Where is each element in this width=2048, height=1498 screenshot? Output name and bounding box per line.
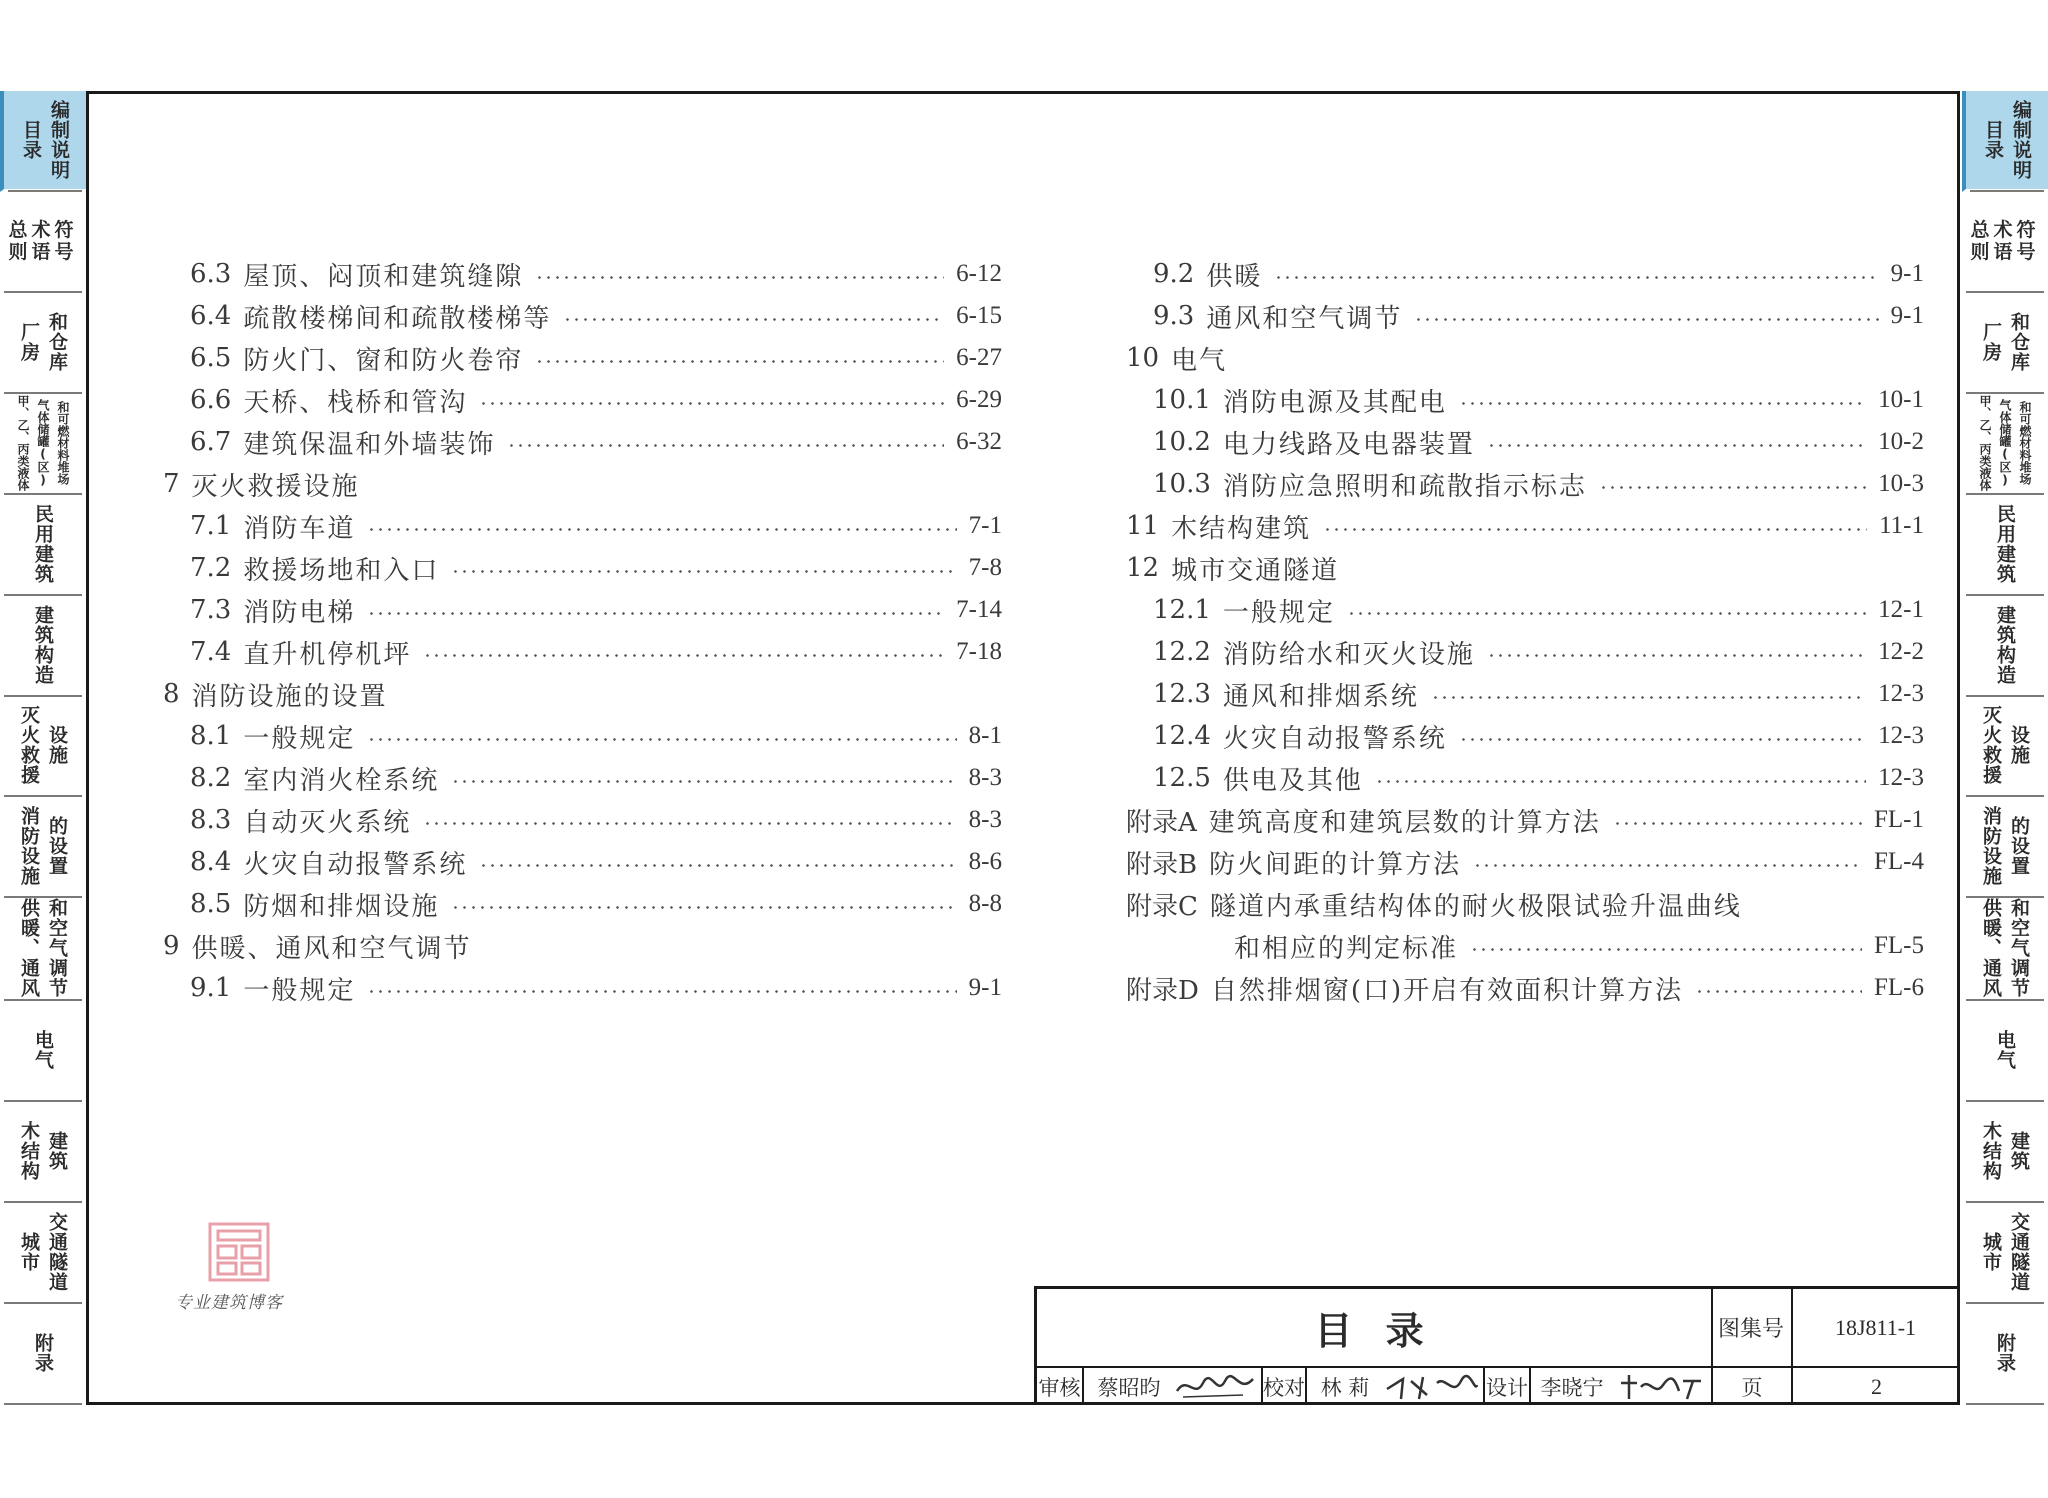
toc-entry-label: 通风和排烟系统 — [1222, 681, 1419, 712]
toc-entry-number: 10 — [1126, 343, 1160, 373]
toc-entry[interactable] — [1153, 674, 1924, 714]
toc-entry-page: 8-3 — [968, 806, 1002, 833]
toc-entry[interactable] — [1153, 254, 1924, 294]
toc-leader-dots — [1470, 948, 1862, 951]
toc-entry[interactable] — [190, 422, 1002, 462]
toc-entry-number: 7 — [163, 469, 180, 499]
checker-signature-icon — [1383, 1371, 1481, 1403]
left-tab-8[interactable] — [0, 898, 86, 1001]
tab-label: 甲、乙、丙类液体 — [1978, 394, 1992, 491]
toc-entry-label: 隧道内承重结构体的耐火极限试验升温曲线 — [1209, 891, 1742, 922]
toc-entry-page: 6-12 — [956, 260, 1002, 287]
toc-entry-number: 12.4 — [1153, 721, 1211, 751]
toc-entry-label: 通风和空气调节 — [1206, 303, 1403, 334]
tab-label: 电气 — [1994, 1030, 2016, 1071]
toc-entry-label: 直升机停机坪 — [243, 639, 412, 670]
toc-entry-page: 6-27 — [956, 344, 1002, 371]
tab-label: 木结构 — [18, 1121, 40, 1182]
toc-leader-dots — [451, 780, 956, 783]
toc-leader-dots — [451, 570, 956, 573]
left-tab-4[interactable] — [0, 495, 86, 596]
tab-label: 建筑 — [46, 1131, 68, 1172]
toc-entry[interactable] — [190, 884, 1002, 924]
toc-entry-label: 供电及其他 — [1222, 765, 1363, 796]
right-tab-10[interactable] — [1962, 1102, 2048, 1203]
toc-entry[interactable] — [163, 926, 1002, 966]
toc-entry-label: 消防设施的设置 — [191, 681, 388, 712]
toc-entry-page: 10-2 — [1878, 428, 1924, 455]
toc-entry-page: FL-6 — [1874, 974, 1924, 1001]
right-tab-6[interactable] — [1962, 697, 2048, 798]
toc-entry-page: FL-1 — [1874, 806, 1924, 833]
tab-label: 则语号 — [1970, 240, 2040, 263]
toc-entry-label: 和相应的判定标准 — [1234, 933, 1459, 964]
toc-entry[interactable] — [190, 506, 1002, 546]
toc-entry[interactable] — [190, 380, 1002, 420]
toc-entry[interactable] — [190, 968, 1002, 1008]
tab-label: 甲、乙、丙类液体 — [16, 394, 30, 491]
page-number: 2 — [1871, 1373, 1882, 1399]
toc-entry-number: 8.2 — [190, 763, 232, 793]
toc-leader-dots — [1613, 822, 1862, 825]
toc-entry-label: 消防电梯 — [243, 597, 356, 628]
toc-entry-page: 7-8 — [968, 554, 1002, 581]
toc-entry-label: 一般规定 — [1222, 597, 1335, 628]
toc-leader-dots — [1323, 528, 1867, 531]
toc-entry-label: 消防车道 — [243, 513, 356, 544]
toc-entry[interactable] — [190, 632, 1002, 672]
toc-entry-label: 消防电源及其配电 — [1222, 387, 1447, 418]
toc-entry-label: 天桥、栈桥和管沟 — [243, 387, 468, 418]
tab-label: 灭火救援 — [18, 705, 40, 786]
title-block — [1034, 1286, 1960, 1405]
toc-leader-dots — [535, 360, 944, 363]
right-tab-2[interactable] — [1962, 293, 2048, 394]
toc-leader-dots — [1487, 654, 1866, 657]
toc-entry-page: 7-14 — [956, 596, 1002, 623]
toc-entry-number: 9.3 — [1153, 301, 1195, 331]
toc-entry-number: 12.2 — [1153, 637, 1211, 667]
toc-entry-label: 灭火救援设施 — [191, 471, 360, 502]
toc-entry[interactable] — [1153, 632, 1924, 672]
toc-entry-number: 9.2 — [1153, 259, 1195, 289]
toc-entry-number: 10.2 — [1153, 427, 1211, 457]
tab-label: 目录 — [1982, 119, 2004, 160]
left-tab-1[interactable] — [0, 192, 86, 293]
tab-label: 总术符 — [8, 218, 78, 241]
toc-entry-number: 附录B — [1126, 849, 1198, 880]
toc-entry-page: 11-1 — [1879, 512, 1924, 539]
toc-entry-number: 11 — [1126, 511, 1160, 541]
tab-label: 和可燃材料堆场 — [56, 400, 70, 485]
toc-entry-number: 12.1 — [1153, 595, 1211, 625]
toc-entry[interactable] — [1126, 548, 1924, 588]
toc-entry-page: 12-3 — [1878, 764, 1924, 791]
tab-label: 建筑构造 — [32, 604, 54, 685]
toc-entry-number: 附录A — [1126, 807, 1197, 838]
toc-entry-page: 7-18 — [956, 638, 1002, 665]
check-label: 校对 — [1263, 1375, 1305, 1400]
toc-entry[interactable] — [1126, 800, 1924, 840]
right-tab-5[interactable] — [1962, 596, 2048, 697]
toc-entry[interactable] — [1153, 758, 1924, 798]
toc-entry-number: 附录D — [1126, 975, 1199, 1006]
tab-label: 厂房 — [18, 321, 40, 362]
toc-entry[interactable] — [190, 296, 1002, 336]
left-tab-0[interactable] — [0, 91, 86, 192]
right-tab-0[interactable] — [1962, 91, 2048, 192]
tab-label: 则语号 — [8, 240, 78, 263]
right-tab-9[interactable] — [1962, 1001, 2048, 1102]
toc-entry-number: 7.2 — [190, 553, 232, 583]
toc-entry[interactable] — [1153, 590, 1924, 630]
left-tab-3[interactable] — [0, 394, 86, 495]
toc-entry-number: 8.4 — [190, 847, 232, 877]
toc-entry-number: 6.4 — [190, 301, 232, 331]
tab-label: 民用建筑 — [1994, 503, 2016, 584]
tab-label: 城市 — [1980, 1232, 2002, 1273]
toc-entry-label: 消防给水和灭火设施 — [1222, 639, 1475, 670]
toc-entry-label: 一般规定 — [243, 723, 356, 754]
toc-leader-dots — [479, 402, 944, 405]
toc-entry-page: 8-6 — [968, 848, 1002, 875]
right-tab-11[interactable] — [1962, 1203, 2048, 1304]
left-tab-9[interactable] — [0, 1001, 86, 1102]
tab-label: 供暖、通风 — [1980, 898, 2002, 999]
toc-leader-dots — [1487, 444, 1866, 447]
tab-label: 城市 — [18, 1232, 40, 1273]
right-tab-12[interactable] — [1962, 1304, 2048, 1405]
toc-leader-dots — [1599, 486, 1866, 489]
toc-leader-dots — [507, 444, 944, 447]
toc-entry-number: 8.3 — [190, 805, 232, 835]
toc-entry-number: 6.3 — [190, 259, 232, 289]
toc-entry-number: 8.1 — [190, 721, 232, 751]
toc-entry-label: 建筑保温和外墙装饰 — [243, 429, 496, 460]
toc-entry-label: 自动灭火系统 — [243, 807, 412, 838]
toc-entry-number: 6.5 — [190, 343, 232, 373]
toc-entry[interactable] — [190, 758, 1002, 798]
tab-label: 建筑构造 — [1994, 604, 2016, 685]
toc-leader-dots — [1473, 864, 1862, 867]
toc-leader-dots — [367, 738, 956, 741]
toc-entry[interactable] — [1153, 380, 1924, 420]
designer-signature-icon — [1615, 1371, 1709, 1403]
left-tab-11[interactable] — [0, 1203, 86, 1304]
tab-label: 木结构 — [1980, 1121, 2002, 1182]
toc-entry-label: 防烟和排烟设施 — [243, 891, 440, 922]
left-tab-10[interactable] — [0, 1102, 86, 1203]
toc-entry[interactable] — [1126, 842, 1924, 882]
tab-label: 设施 — [46, 725, 68, 766]
tab-label: 灭火救援 — [1980, 705, 2002, 786]
watermark-caption: 专业建筑博客 — [175, 1293, 283, 1313]
toc-entry[interactable] — [163, 464, 1002, 504]
toc-entry-number: 6.7 — [190, 427, 232, 457]
toc-leader-dots — [423, 654, 944, 657]
toc-entry[interactable] — [1126, 968, 1924, 1008]
toc-entry[interactable] — [1126, 884, 1924, 924]
toc-entry-label: 自然排烟窗(口)开启有效面积计算方法 — [1210, 975, 1684, 1006]
right-tab-3[interactable] — [1962, 394, 2048, 495]
toc-entry[interactable] — [190, 716, 1002, 756]
toc-entry-page: 12-3 — [1878, 680, 1924, 707]
toc-entry[interactable] — [1153, 296, 1924, 336]
tab-label: 气体储罐(区) — [36, 398, 50, 487]
tab-label: 和空气调节 — [46, 898, 68, 999]
toc-leader-dots — [1375, 780, 1866, 783]
page-label: 页 — [1741, 1375, 1763, 1400]
toc-entry[interactable] — [1153, 716, 1924, 756]
toc-leader-dots — [479, 864, 956, 867]
toc-leader-dots — [535, 276, 944, 279]
toc-entry[interactable] — [1126, 338, 1924, 378]
toc-entry-number: 7.3 — [190, 595, 232, 625]
toc-entry-number: 7.4 — [190, 637, 232, 667]
toc-entry-page: 9-1 — [1890, 302, 1924, 329]
toc-leader-dots — [423, 822, 956, 825]
tab-label: 供暖、通风 — [18, 898, 40, 999]
left-tab-6[interactable] — [0, 697, 86, 798]
design-label: 设计 — [1486, 1375, 1528, 1400]
toc-entry[interactable] — [1126, 506, 1924, 546]
drawing-title: 目 录 — [1314, 1309, 1434, 1353]
tab-label: 消防设施 — [1980, 806, 2002, 887]
toc-entry-label: 疏散楼梯间和疏散楼梯等 — [243, 303, 552, 334]
toc-entry-label: 供暖、通风和空气调节 — [191, 933, 472, 964]
toc-entry-number: 12.5 — [1153, 763, 1211, 793]
left-tab-2[interactable] — [0, 293, 86, 394]
right-tab-4[interactable] — [1962, 495, 2048, 596]
toc-leader-dots — [1459, 402, 1866, 405]
toc-leader-dots — [367, 612, 944, 615]
tab-label: 和空气调节 — [2008, 898, 2030, 999]
toc-leader-dots — [563, 318, 944, 321]
tab-label: 和仓库 — [46, 311, 68, 372]
toc-entry-label: 防火间距的计算方法 — [1209, 849, 1462, 880]
toc-entry-label: 木结构建筑 — [1171, 513, 1312, 544]
toc-entry-page: 8-8 — [968, 890, 1002, 917]
toc-entry-label: 防火门、窗和防火卷帘 — [243, 345, 524, 376]
toc-entry-label: 建筑高度和建筑层数的计算方法 — [1208, 807, 1601, 838]
toc-entry-number: 7.1 — [190, 511, 232, 541]
tab-label: 设施 — [2008, 725, 2030, 766]
toc-leader-dots — [451, 906, 956, 909]
toc-entry-label: 火灾自动报警系统 — [243, 849, 468, 880]
toc-entry-page: 6-29 — [956, 386, 1002, 413]
toc-entry-number: 12 — [1126, 553, 1160, 583]
toc-entry[interactable] — [190, 254, 1002, 294]
tab-label: 目录 — [20, 119, 42, 160]
toc-entry-number: 10.3 — [1153, 469, 1211, 499]
toc-entry-number: 12.3 — [1153, 679, 1211, 709]
toc-entry-label: 室内消火栓系统 — [243, 765, 440, 796]
toc-entry-label: 电气 — [1171, 345, 1228, 376]
toc-leader-dots — [1414, 318, 1878, 321]
toc-leader-dots — [367, 528, 956, 531]
right-tab-7[interactable] — [1962, 797, 2048, 898]
designer-name: 李晓宁 — [1540, 1375, 1604, 1400]
tab-label: 附录 — [32, 1333, 54, 1374]
left-category-tabs — [0, 91, 86, 1405]
watermark-seal-icon — [208, 1222, 270, 1282]
toc-entry-page: 9-1 — [968, 974, 1002, 1001]
review-label: 审核 — [1038, 1375, 1081, 1400]
tab-label: 建筑 — [2008, 1131, 2030, 1172]
tab-label: 和仓库 — [2008, 311, 2030, 372]
toc-entry-page: 12-3 — [1878, 722, 1924, 749]
toc-entry[interactable] — [190, 548, 1002, 588]
atlas-number: 18J811-1 — [1834, 1314, 1917, 1340]
toc-entry-page: 6-32 — [956, 428, 1002, 455]
tab-label: 编制说明 — [48, 99, 70, 180]
toc-entry-page: FL-5 — [1874, 932, 1924, 959]
toc-entry-page: 9-1 — [1890, 260, 1924, 287]
toc-entry[interactable] — [190, 338, 1002, 378]
tab-label: 民用建筑 — [32, 503, 54, 584]
toc-entry[interactable] — [163, 674, 1002, 714]
tab-label: 总术符 — [1970, 218, 2040, 241]
toc-entry-number: 8 — [163, 679, 180, 709]
tab-label: 消防设施 — [18, 806, 40, 887]
toc-entry[interactable] — [1222, 926, 1924, 966]
tab-label: 和可燃材料堆场 — [2018, 400, 2032, 485]
tab-label: 的设置 — [2008, 816, 2030, 877]
tab-label: 电气 — [32, 1030, 54, 1071]
atlas-number-label: 图集号 — [1717, 1317, 1784, 1342]
toc-entry-page: 10-3 — [1878, 470, 1924, 497]
toc-entry-number: 9.1 — [190, 973, 232, 1003]
toc-entry-label: 屋顶、闷顶和建筑缝隙 — [243, 261, 524, 292]
toc-leader-dots — [1274, 276, 1878, 279]
toc-entry-label: 救援场地和入口 — [243, 555, 440, 586]
reviewer-name: 蔡昭昀 — [1097, 1375, 1161, 1400]
toc-entry-label: 一般规定 — [243, 975, 356, 1006]
toc-leader-dots — [1459, 738, 1866, 741]
right-tab-8[interactable] — [1962, 898, 2048, 1001]
toc-entry-number: 8.5 — [190, 889, 232, 919]
toc-entry-page: 12-1 — [1878, 596, 1924, 623]
toc-entry-label: 火灾自动报警系统 — [1222, 723, 1447, 754]
toc-entry-number: 6.6 — [190, 385, 232, 415]
reviewer-signature-icon — [1173, 1371, 1259, 1403]
checker-name: 林 莉 — [1320, 1375, 1370, 1400]
toc-entry-page: 6-15 — [956, 302, 1002, 329]
tab-label: 气体储罐(区) — [1998, 398, 2012, 487]
toc-entry[interactable] — [1153, 422, 1924, 462]
toc-entry-label: 消防应急照明和疏散指示标志 — [1222, 471, 1587, 502]
tab-label: 附录 — [1994, 1333, 2016, 1374]
tab-label: 交通隧道 — [2008, 1212, 2030, 1293]
toc-leader-dots — [1431, 696, 1866, 699]
toc-entry[interactable] — [1153, 464, 1924, 504]
toc-entry[interactable] — [190, 800, 1002, 840]
toc-entry[interactable] — [190, 590, 1002, 630]
toc-entry-page: 10-1 — [1878, 386, 1924, 413]
left-tab-5[interactable] — [0, 596, 86, 697]
toc-entry-page: 8-3 — [968, 764, 1002, 791]
toc-entry-label: 城市交通隧道 — [1171, 555, 1340, 586]
left-tab-7[interactable] — [0, 797, 86, 898]
toc-leader-dots — [367, 990, 956, 993]
toc-entry[interactable] — [190, 842, 1002, 882]
tab-label: 的设置 — [46, 816, 68, 877]
toc-entry-page: FL-4 — [1874, 848, 1924, 875]
tab-label: 交通隧道 — [46, 1212, 68, 1293]
right-tab-1[interactable] — [1962, 192, 2048, 293]
tab-label: 厂房 — [1980, 321, 2002, 362]
toc-entry-number: 10.1 — [1153, 385, 1211, 415]
toc-entry-label: 电力线路及电器装置 — [1222, 429, 1475, 460]
toc-leader-dots — [1695, 990, 1862, 993]
toc-entry-number: 附录C — [1126, 891, 1198, 922]
toc-entry-page: 12-2 — [1878, 638, 1924, 665]
right-category-tabs — [1962, 91, 2048, 1405]
left-tab-12[interactable] — [0, 1304, 86, 1405]
toc-entry-page: 7-1 — [968, 512, 1002, 539]
tab-label: 编制说明 — [2010, 99, 2032, 180]
toc-leader-dots — [1347, 612, 1866, 615]
toc-entry-label: 供暖 — [1206, 261, 1263, 292]
toc-entry-page: 8-1 — [968, 722, 1002, 749]
toc-entry-number: 9 — [163, 931, 180, 961]
